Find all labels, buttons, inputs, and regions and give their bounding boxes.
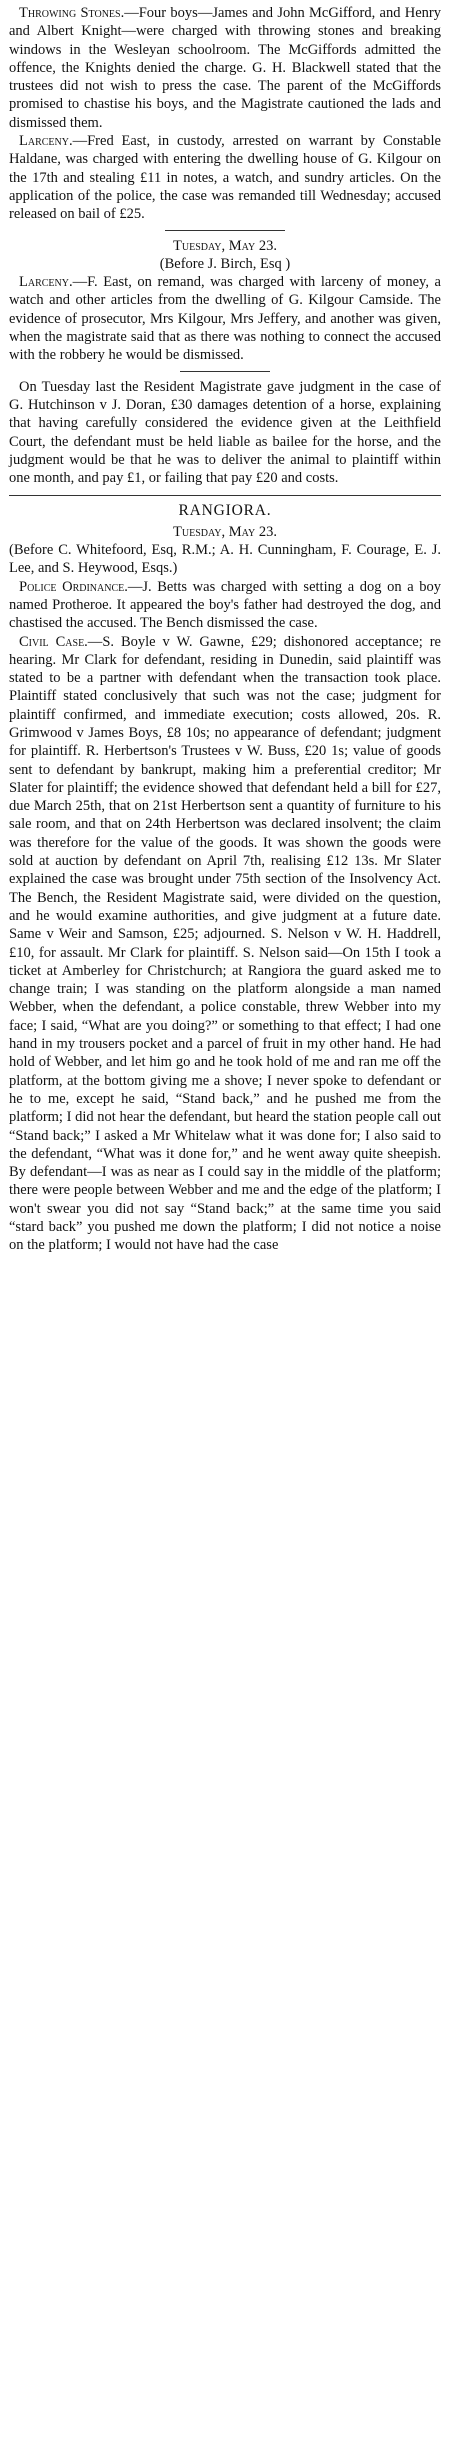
section-title: RANGIORA. — [178, 502, 272, 520]
article-civil-case — [9, 633, 441, 1255]
item-text: On Tuesday last the Resident Magistrate gave judgment in the case of G. Hutchinson v J. Doran, £30 damages detention of a horse, explaining that having carefully considered the evidence given at the Leithfield Court, the defendant must be held liable as bailee for the horse, and the judgment would be that he was to deliver the animal to plaintiff within one month, and pay £1, or failing that pay £20 and costs. — [9, 378, 441, 487]
item-text: S. Boyle v W. Gawne, £29; dishonored acceptance; re hearing. Mr Clark for defendant, residing in Dunedin, said plaintiff was stated to be a partner with defendant when the transaction took place. Plaintiff stated conclusively that such was not the case; judgment for plaintiff confirmed, and immediate execution; costs allowed, 20s. R. Grimwood v James Boys, £8 10s; no appearance of defendant; judgment for plaintiff. R. Herbertson's Trustees v W. Buss, £20 1s; value of goods sent to defendant by bankrupt, making him a preferential creditor; Mr Slater for plaintiff; the evidence showed that defendant held a bill for £27, due March 25th, that on 21st Herbertson sent a quantity of furniture to his sale room, and that on 24th Herbertson was declared insolvent; the claim was therefore for the value of the goods. It was shown the goods were sold at auction by defendant on April 7th, realising £12 13s. Mr Slater explained the case was brought under 75th section of the Insolvency Act. The Bench, the Resident Magistrate said, were divided on the question, and he would examine authorities, and give judgment at a future date. Same v Weir and Samson, £25; adjourned. S. Nelson v W. H. Haddrell, £10, for assault. Mr Clark for plaintiff. S. Nelson said—On 15th I took a ticket at Amberley for Christchurch; at Rangiora the guard asked me to change train; I was standing on the platform alongside a man named Webber, when the defendant, a police constable, threw Webber into my face; I said, “What are you doing?” or something to that effect; I had one hand in my trousers pocket and a parcel of fruit in my other hand. He had hold of Webber, and let him go and he took hold of me and ran me off the platform, at the bottom giving me a shove; I never spoke to defendant or he to me, except he said, “Stand back,” and he pushed me from the platform; I did not hear the defendant, but heard the station people call out “Stand back;” I asked a Mr Whitelaw what it was done for; I also said to the defendant, “What was it done for,” and he went away quite sheepish. By defendant—I was as near as I could say in the middle of the platform; there were people between Webber and me and the edge of the platform; I won't swear you did not say “Stand back;” at the same time you said “stard back” you pushed me down the platform; I did not notice a noise on the platform; I would not have had the case — [9, 633, 441, 1254]
article-throwing-stones — [9, 4, 441, 132]
item-text: F. East, on remand, was charged with larceny of money, a watch and other articles from the dwelling of G. Kilgour Camside. The evidence of prosecutor, Mrs Kilgour, Mrs Jeffery, and another was given, when the magistrate said that as there was nothing to connect the accused with the robbery he would be dismissed. — [9, 274, 441, 364]
item-text: Fred East, in custody, arrested on warrant by Constable Haldane, was charged with entering the dwelling house of G. Kilgour on the 17th and stealing £11 in notes, a watch, and sundry articles. On the application of the police, the case was remanded till Wednesday; accused released on bail of £25. — [9, 133, 441, 223]
article-police-ordinance — [9, 578, 441, 633]
court-before: (Before J. Birch, Esq ) — [159, 255, 291, 272]
item-text: Four boys—James and John McGifford, and Henry and Albert Knight—were charged with throwing stones and breaking windows in the Wesleyan schoolroom. The McGiffords admitted the offence, the Knights denied the charge. G. H. Blackwell stated that the trustees did not wish to press the case. The parent of the McGiffords promised to chastise his boys, and the Magistrate cautioned the lads and dismissed them. — [9, 5, 441, 131]
section-divider — [9, 495, 441, 496]
article-judgment — [9, 378, 441, 488]
item-heading: Civil Case.— — [19, 633, 103, 650]
item-heading: Larceny.— — [19, 133, 88, 150]
section-divider — [180, 371, 270, 372]
article-larceny-1 — [9, 132, 441, 223]
court-before: (Before C. Whitefoord, Esq, R.M.; A. H. Cunningham, F. Courage, E. J. Lee, and S. Heywood, Esqs.) — [9, 542, 441, 577]
court-date: Tuesday, May 23. — [173, 237, 277, 254]
item-heading: Police Ordinance.— — [19, 578, 143, 595]
newspaper-column — [9, 0, 441, 2450]
item-heading: Throwing Stones.— — [19, 5, 139, 21]
article-larceny-remand — [9, 273, 441, 364]
item-heading: Larceny.— — [19, 274, 88, 291]
court-date: Tuesday, May 23. — [173, 523, 277, 540]
item-text: J. Betts was charged with setting a dog on a boy named Protheroe. It appeared the boy's father had destroyed the dog, and chastised the accused. The Bench dismissed the case. — [9, 578, 441, 632]
section-divider — [165, 230, 285, 231]
